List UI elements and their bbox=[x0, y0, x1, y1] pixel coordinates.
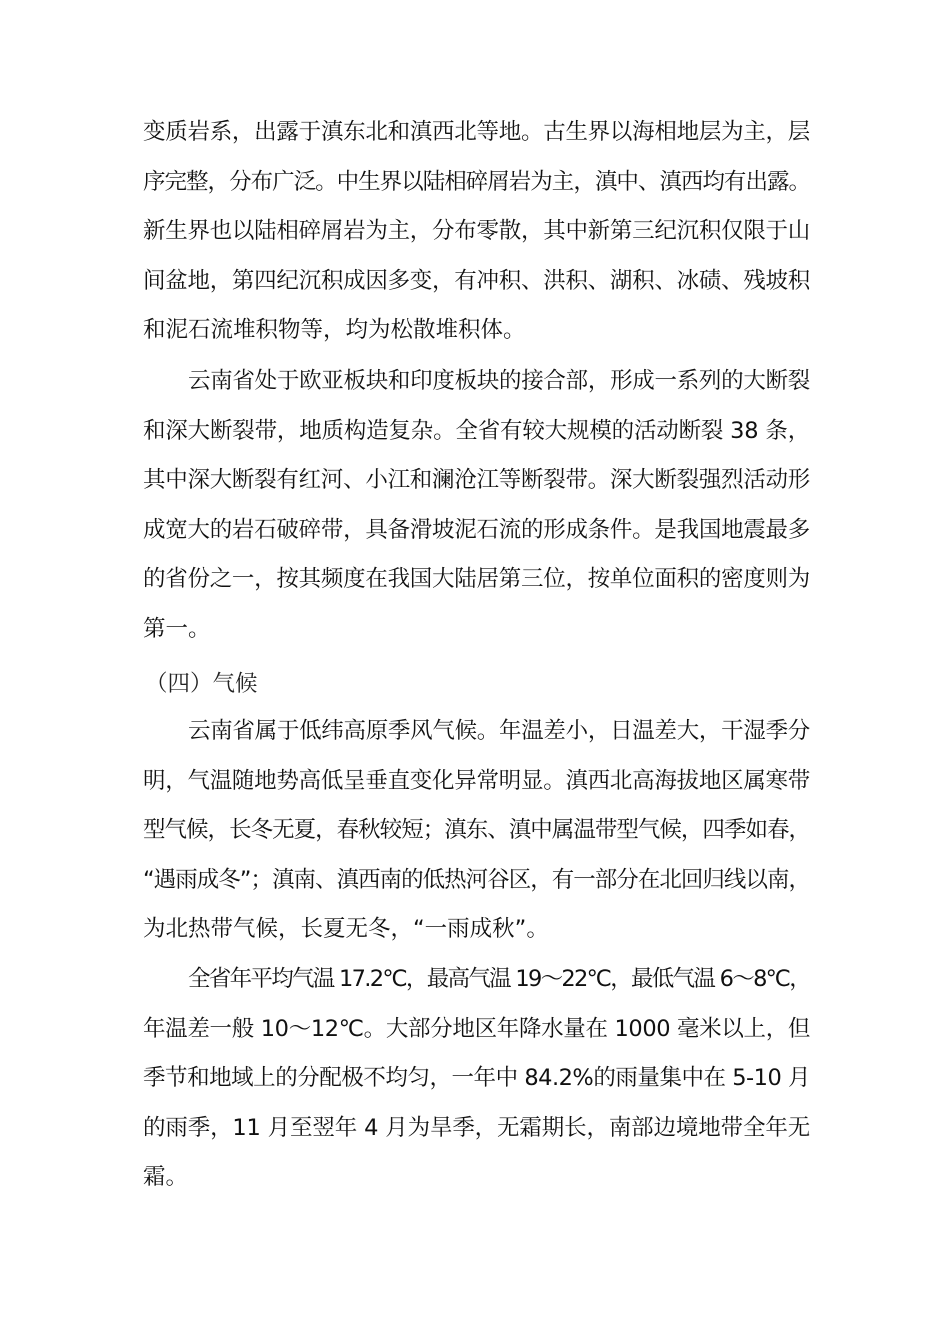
paragraph-geology-strata bbox=[143, 108, 810, 356]
text-line: 云南省属于低纬高原季风气候。年温差小，日温差大，干湿季分 bbox=[188, 718, 810, 744]
text-line: 霜。 bbox=[143, 1164, 189, 1191]
text-line: 变质岩系，出露于滇东北和滇西北等地。古生界以海相地层为主，层 bbox=[143, 119, 810, 145]
text-line: 第一。 bbox=[143, 615, 211, 642]
text-line: 序完整，分布广泛。中生界以陆相碎屑岩为主，滇中、滇西均有出露。 bbox=[143, 168, 810, 195]
text-line: 全省年平均气温 17.2℃，最高气温 19～22℃，最低气温 6～8℃， bbox=[188, 966, 811, 992]
text-line: 的雨季，11 月至翌年 4 月为旱季，无霜期长，南部边境地带全年无 bbox=[143, 1114, 810, 1141]
text-line: 成宽大的岩石破碎带，具备滑坡泥石流的形成条件。是我国地震最多 bbox=[143, 516, 810, 543]
paragraph-tectonics bbox=[143, 357, 810, 655]
text-line: 年温差一般 10～12℃。大部分地区年降水量在 1000 毫米以上，但 bbox=[143, 1015, 810, 1042]
text-line: 季节和地域上的分配极不均匀，一年中 84.2%的雨量集中在 5-10 月 bbox=[143, 1065, 810, 1092]
text-line: 为北热带气候，长夏无冬，“一雨成秋”。 bbox=[143, 916, 549, 943]
section-heading-climate: （四）气候 bbox=[145, 671, 258, 697]
text-line: 和泥石流堆积物等，均为松散堆积体。 bbox=[143, 317, 526, 344]
text-line: 和深大断裂带，地质构造复杂。全省有较大规模的活动断裂 38 条， bbox=[143, 417, 810, 444]
text-line: 新生界也以陆相碎屑岩为主，分布零散，其中新第三纪沉积仅限于山 bbox=[143, 218, 810, 245]
text-line: 型气候，长冬无夏，春秋较短；滇东、滇中属温带型气候，四季如春， bbox=[143, 817, 810, 844]
text-line: 的省份之一，按其频度在我国大陆居第三位，按单位面积的密度则为 bbox=[143, 566, 810, 593]
text-line: 间盆地，第四纪沉积成因多变，有冲积、洪积、湖积、冰碛、残坡积 bbox=[143, 267, 810, 294]
text-line: 明，气温随地势高低呈垂直变化异常明显。滇西北高海拔地区属寒带 bbox=[143, 767, 810, 794]
text-line: 其中深大断裂有红河、小江和澜沧江等断裂带。深大断裂强烈活动形 bbox=[143, 467, 810, 494]
paragraph-climate-statistics bbox=[143, 955, 810, 1203]
text-line: “遇雨成冬”；滇南、滇西南的低热河谷区，有一部分在北回归线以南， bbox=[143, 866, 810, 893]
paragraph-climate-overview bbox=[143, 707, 810, 955]
text-line: 云南省处于欧亚板块和印度板块的接合部，形成一系列的大断裂 bbox=[188, 368, 810, 394]
